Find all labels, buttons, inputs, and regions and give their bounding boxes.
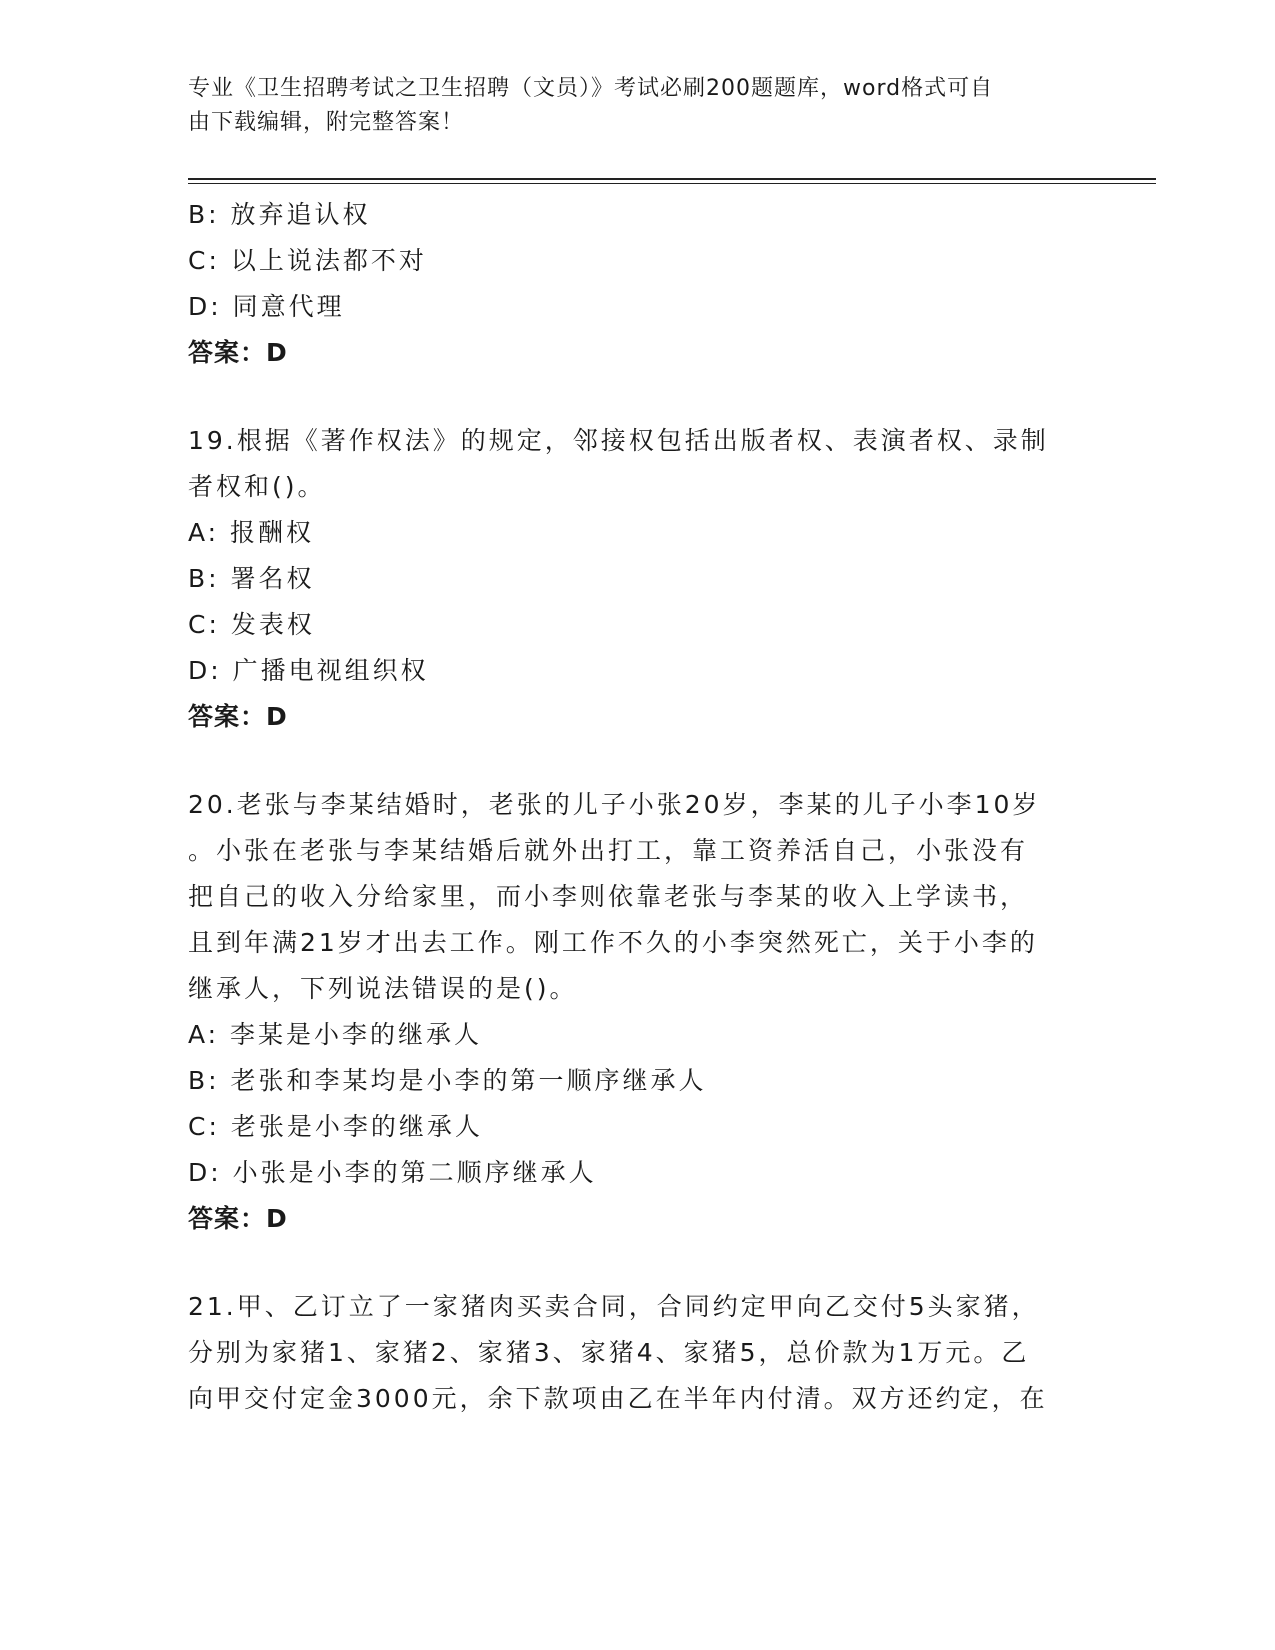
- answer: 答案：D: [188, 338, 288, 367]
- option-b: B: 老张和李某均是小李的第一顺序继承人: [188, 1066, 707, 1095]
- option-c: C: 发表权: [188, 610, 315, 639]
- answer: 答案：D: [188, 1204, 288, 1233]
- question-stem: 把自己的收入分给家里，而小李则依靠老张与李某的收入上学读书，: [188, 882, 1029, 911]
- question-stem: 。小张在老张与李某结婚后就外出打工，靠工资养活自己，小张没有: [188, 836, 1029, 865]
- header-line: 由下载编辑，附完整答案！: [188, 110, 465, 135]
- question-stem: 分别为家猪1、家猪2、家猪3、家猪4、家猪5，总价款为1万元。乙: [188, 1338, 1030, 1367]
- option-d: D: 同意代理: [188, 292, 345, 321]
- option-b: B: 放弃追认权: [188, 200, 371, 229]
- question-20: [188, 782, 1156, 1242]
- header-rule-thin: [188, 183, 1156, 184]
- question-stem: 21.甲、乙订立了一家猪肉买卖合同，合同约定甲向乙交付5头家猪，: [188, 1292, 1040, 1321]
- answer: 答案：D: [188, 702, 288, 731]
- question-stem: 且到年满21岁才出去工作。刚工作不久的小李突然死亡，关于小李的: [188, 928, 1038, 957]
- question-21: [188, 1284, 1156, 1422]
- header-rule: [188, 178, 1156, 180]
- option-c: C: 老张是小李的继承人: [188, 1112, 483, 1141]
- option-d: D: 小张是小李的第二顺序继承人: [188, 1158, 597, 1187]
- question-stem: 者权和()。: [188, 472, 326, 501]
- document-content: [188, 192, 1156, 1422]
- question-stem: 20.老张与李某结婚时，老张的儿子小张20岁，李某的儿子小李10岁: [188, 790, 1041, 819]
- question-stem: 继承人，下列说法错误的是()。: [188, 974, 578, 1003]
- option-a: A: 李某是小李的继承人: [188, 1020, 483, 1049]
- question-prev: [188, 192, 1156, 376]
- question-stem: 向甲交付定金3000元，余下款项由乙在半年内付清。双方还约定，在: [188, 1384, 1048, 1413]
- option-d: D: 广播电视组织权: [188, 656, 429, 685]
- option-b: B: 署名权: [188, 564, 315, 593]
- option-c: C: 以上说法都不对: [188, 246, 427, 275]
- document-header: [188, 72, 1068, 140]
- question-stem: 19.根据《著作权法》的规定，邻接权包括出版者权、表演者权、录制: [188, 426, 1049, 455]
- option-a: A: 报酬权: [188, 518, 315, 547]
- question-19: [188, 418, 1156, 740]
- header-line: 专业《卫生招聘考试之卫生招聘（文员）》考试必刷200题题库，word格式可自: [188, 76, 994, 101]
